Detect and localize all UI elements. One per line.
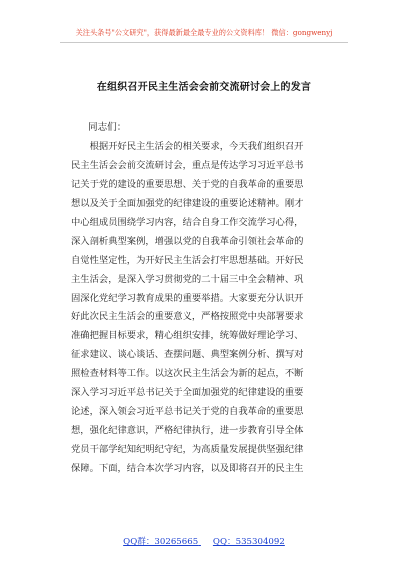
- footer-qq[interactable]: QQ：535304092: [212, 537, 285, 547]
- text-line: 深入学习习近平总书记关于全面加强党的纪律建设的重要: [71, 387, 304, 399]
- text-line: 主生活会，是深入学习贯彻党的二十届三中全会精神、巩: [71, 273, 304, 285]
- text-line: 想以及关于全面加强党的纪律建设的重要论述精神。刚才: [71, 197, 304, 209]
- header-banner: 关注头条号"公文研究"，获得最新最全最专业的公文资料库！ 微信：gongwenyj: [75, 28, 333, 37]
- text-line: 想，强化纪律意识，严格纪律执行，进一步教育引导全体: [71, 425, 304, 437]
- text-line: 记关于党的建设的重要思想、关于党的自我革命的重要思: [71, 178, 304, 190]
- footer-qq-group[interactable]: QQ群：30265665: [123, 537, 199, 547]
- text-line: 论述，深入领会习近平总书记关于党的自我革命的重要思: [71, 406, 304, 418]
- text-line: 自觉性坚定性，为开好民主生活会打牢思想基础。开好民: [71, 254, 304, 266]
- text-line: 好此次民主生活会的重要意义，严格按照党中央部署要求: [71, 311, 304, 323]
- text-line: 民主生活会会前交流研讨会，重点是传达学习习近平总书: [71, 159, 304, 171]
- text-line: 固深化党纪学习教育成果的重要举措。大家要充分认识开: [71, 292, 304, 304]
- document-title: 在组织召开民主生活会会前交流研讨会上的发言: [96, 82, 312, 93]
- header-divider: [60, 42, 348, 43]
- text-line: 保障。下面，结合本次学习内容，以及即将召开的民主生: [71, 462, 304, 474]
- salutation: 同志们：: [88, 122, 127, 133]
- text-line: 深入剖析典型案例，增强以党的自我革命引领社会革命的: [71, 235, 304, 247]
- text-line: 根据开好民主生活会的相关要求，今天我们组织召开: [71, 141, 304, 152]
- footer-contact: [0, 535, 408, 547]
- text-line: 征求建议、谈心谈话、查摆问题、典型案例分析、撰写对: [71, 349, 304, 361]
- text-line: 准确把握目标要求，精心组织安排，统筹做好理论学习、: [71, 330, 304, 342]
- text-line: 照检查材料等工作。以这次民主生活会为新的起点，不断: [71, 368, 304, 380]
- body-paragraph: [71, 138, 341, 479]
- text-line: 党员干部学纪知纪明纪守纪，为高质量发展提供坚强纪律: [71, 444, 304, 455]
- text-line: 中心组成员围绕学习内容，结合自身工作交流学习心得，: [71, 216, 304, 228]
